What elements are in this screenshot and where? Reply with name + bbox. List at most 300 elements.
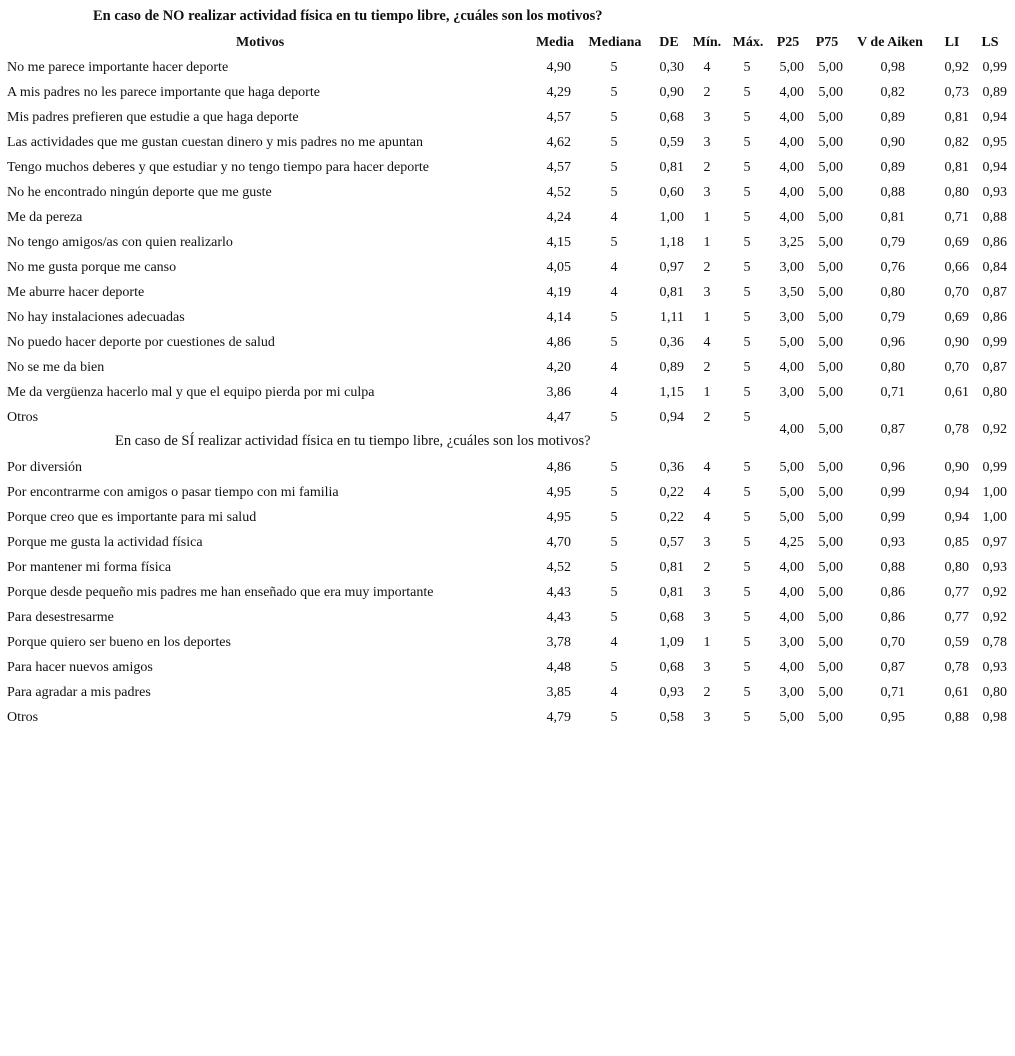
cell-motivo: No puedo hacer deporte por cuestiones de salud xyxy=(7,335,275,350)
cell-max: 5 xyxy=(743,585,751,600)
cell-p25: 4,25 xyxy=(779,535,804,550)
cell-aiken: 0,80 xyxy=(880,285,905,300)
cell-aiken: 0,93 xyxy=(880,535,905,550)
cell-ls: 0,95 xyxy=(982,135,1007,150)
cell-max: 5 xyxy=(743,310,751,325)
cell-p75: 5,00 xyxy=(818,710,843,725)
cell-ls: 0,94 xyxy=(982,110,1007,125)
si-table-row xyxy=(0,455,1015,480)
cell-motivo: Porque desde pequeño mis padres me han enseñado que era muy importante xyxy=(7,585,434,600)
cell-mediana: 5 xyxy=(610,535,618,550)
cell-max: 5 xyxy=(743,660,751,675)
cell-de: 0,36 xyxy=(659,335,684,350)
cell-ls: 0,89 xyxy=(982,85,1007,100)
cell-de: 0,68 xyxy=(659,110,684,125)
cell-de: 0,22 xyxy=(659,485,684,500)
cell-p25: 3,00 xyxy=(779,685,804,700)
cell-li: 0,80 xyxy=(944,185,969,200)
si-table-row xyxy=(0,580,1015,605)
table-header xyxy=(0,30,1015,55)
header-max: Máx. xyxy=(732,35,764,50)
cell-motivo: No me gusta porque me canso xyxy=(7,260,177,275)
cell-max: 5 xyxy=(743,685,751,700)
cell-p75: 5,00 xyxy=(818,210,843,225)
cell-li: 0,88 xyxy=(944,710,969,725)
cell-motivo: Porque me gusta la actividad física xyxy=(7,535,203,550)
cell-p75: 5,00 xyxy=(818,535,843,550)
cell-aiken: 0,81 xyxy=(880,210,905,225)
si-table-row xyxy=(0,705,1015,730)
header-ls: LS xyxy=(981,35,999,50)
cell-media: 4,47 xyxy=(546,410,571,425)
cell-mediana: 5 xyxy=(610,560,618,575)
cell-aiken: 0,95 xyxy=(880,710,905,725)
cell-mediana: 4 xyxy=(610,360,618,375)
cell-de: 0,90 xyxy=(659,85,684,100)
cell-ls: 0,78 xyxy=(982,635,1007,650)
cell-p25: 5,00 xyxy=(779,460,804,475)
cell-min: 4 xyxy=(703,60,711,75)
cell-aiken: 0,82 xyxy=(880,85,905,100)
cell-max: 5 xyxy=(743,510,751,525)
cell-aiken: 0,70 xyxy=(880,635,905,650)
cell-p75: 5,00 xyxy=(818,685,843,700)
cell-mediana: 5 xyxy=(610,660,618,675)
cell-motivo: Tengo muchos deberes y que estudiar y no tengo tiempo para hacer deporte xyxy=(7,160,429,175)
header-media: Media xyxy=(535,35,575,50)
cell-ls: 0,99 xyxy=(982,460,1007,475)
cell-min: 2 xyxy=(703,360,711,375)
cell-ls: 0,80 xyxy=(982,685,1007,700)
cell-p75: 5,00 xyxy=(818,360,843,375)
cell-max: 5 xyxy=(743,160,751,175)
cell-aiken: 0,86 xyxy=(880,585,905,600)
cell-p25: 5,00 xyxy=(779,510,804,525)
cell-aiken: 0,99 xyxy=(880,510,905,525)
cell-li: 0,73 xyxy=(944,85,969,100)
header-de: DE xyxy=(659,35,679,50)
cell-de: 0,36 xyxy=(659,460,684,475)
cell-p75: 5,00 xyxy=(818,585,843,600)
header-li: LI xyxy=(944,35,960,50)
cell-ls: 0,88 xyxy=(982,210,1007,225)
cell-ls: 0,93 xyxy=(982,185,1007,200)
cell-aiken: 0,90 xyxy=(880,135,905,150)
cell-min: 4 xyxy=(703,460,711,475)
cell-p75: 5,00 xyxy=(818,185,843,200)
cell-min: 1 xyxy=(703,310,711,325)
si-table-row xyxy=(0,605,1015,630)
cell-p25: 5,00 xyxy=(779,710,804,725)
cell-max: 5 xyxy=(743,135,751,150)
cell-de: 1,18 xyxy=(659,235,684,250)
cell-max: 5 xyxy=(743,460,751,475)
cell-li: 0,80 xyxy=(944,560,969,575)
cell-li: 0,59 xyxy=(944,635,969,650)
no-table-row xyxy=(0,55,1015,80)
cell-p75: 5,00 xyxy=(818,160,843,175)
cell-p75: 5,00 xyxy=(818,335,843,350)
cell-max: 5 xyxy=(743,610,751,625)
cell-media: 4,20 xyxy=(546,360,571,375)
cell-aiken: 0,80 xyxy=(880,360,905,375)
header-motivos: Motivos xyxy=(236,35,285,50)
cell-li: 0,70 xyxy=(944,285,969,300)
cell-li: 0,70 xyxy=(944,360,969,375)
cell-aiken: 0,79 xyxy=(880,310,905,325)
cell-de: 1,09 xyxy=(659,635,684,650)
cell-media: 4,95 xyxy=(546,510,571,525)
cell-ls: 0,92 xyxy=(982,422,1007,437)
cell-p25: 4,00 xyxy=(779,110,804,125)
cell-de: 0,58 xyxy=(659,710,684,725)
cell-p25: 4,00 xyxy=(779,210,804,225)
cell-mediana: 5 xyxy=(610,485,618,500)
header-p25: P25 xyxy=(776,35,800,50)
cell-max: 5 xyxy=(743,235,751,250)
cell-p75: 5,00 xyxy=(818,560,843,575)
cell-p25: 3,00 xyxy=(779,310,804,325)
cell-media: 4,14 xyxy=(546,310,571,325)
cell-aiken: 0,76 xyxy=(880,260,905,275)
cell-aiken: 0,96 xyxy=(880,335,905,350)
cell-de: 0,57 xyxy=(659,535,684,550)
header-min: Mín. xyxy=(692,35,722,50)
cell-motivo: No he encontrado ningún deporte que me guste xyxy=(7,185,272,200)
cell-ls: 0,93 xyxy=(982,660,1007,675)
cell-aiken: 0,88 xyxy=(880,560,905,575)
cell-p25: 3,00 xyxy=(779,385,804,400)
cell-de: 0,81 xyxy=(659,160,684,175)
cell-max: 5 xyxy=(743,410,751,425)
cell-p75: 5,00 xyxy=(818,135,843,150)
cell-p25: 5,00 xyxy=(779,485,804,500)
cell-min: 3 xyxy=(703,285,711,300)
cell-de: 0,94 xyxy=(659,410,684,425)
cell-ls: 0,86 xyxy=(982,235,1007,250)
cell-motivo: No se me da bien xyxy=(7,360,105,375)
cell-motivo: Me da vergüenza hacerlo mal y que el equipo pierda por mi culpa xyxy=(7,385,375,400)
cell-p25: 4,00 xyxy=(779,560,804,575)
no-table-row xyxy=(0,130,1015,155)
cell-motivo: Por encontrarme con amigos o pasar tiempo con mi familia xyxy=(7,485,339,500)
cell-mediana: 5 xyxy=(610,235,618,250)
cell-aiken: 0,89 xyxy=(880,110,905,125)
cell-motivo: No tengo amigos/as con quien realizarlo xyxy=(7,235,233,250)
cell-media: 4,43 xyxy=(546,585,571,600)
cell-max: 5 xyxy=(743,635,751,650)
cell-mediana: 5 xyxy=(610,335,618,350)
cell-de: 1,00 xyxy=(659,210,684,225)
cell-mediana: 5 xyxy=(610,310,618,325)
cell-p25: 5,00 xyxy=(779,335,804,350)
cell-de: 0,81 xyxy=(659,285,684,300)
cell-p75: 5,00 xyxy=(818,422,843,437)
cell-mediana: 5 xyxy=(610,510,618,525)
cell-motivo: Porque creo que es importante para mi salud xyxy=(7,510,257,525)
cell-min: 1 xyxy=(703,210,711,225)
cell-ls: 0,87 xyxy=(982,360,1007,375)
cell-motivo: Me aburre hacer deporte xyxy=(7,285,145,300)
cell-media: 4,79 xyxy=(546,710,571,725)
cell-de: 0,60 xyxy=(659,185,684,200)
cell-ls: 0,99 xyxy=(982,335,1007,350)
cell-p75: 5,00 xyxy=(818,235,843,250)
cell-ls: 0,80 xyxy=(982,385,1007,400)
cell-li: 0,71 xyxy=(944,210,969,225)
cell-p25: 4,00 xyxy=(779,85,804,100)
cell-aiken: 0,87 xyxy=(880,660,905,675)
cell-max: 5 xyxy=(743,535,751,550)
cell-p75: 5,00 xyxy=(818,60,843,75)
cell-media: 4,15 xyxy=(546,235,571,250)
cell-motivo: Para desestresarme xyxy=(7,610,114,625)
cell-p25: 3,00 xyxy=(779,635,804,650)
cell-motivo: No hay instalaciones adecuadas xyxy=(7,310,185,325)
cell-li: 0,82 xyxy=(944,135,969,150)
cell-p25: 4,00 xyxy=(779,422,804,437)
no-table-row xyxy=(0,255,1015,280)
cell-motivo: Para hacer nuevos amigos xyxy=(7,660,153,675)
cell-li: 0,92 xyxy=(944,60,969,75)
cell-p25: 4,00 xyxy=(779,660,804,675)
cell-media: 4,43 xyxy=(546,610,571,625)
cell-p75: 5,00 xyxy=(818,385,843,400)
cell-media: 4,70 xyxy=(546,535,571,550)
cell-media: 4,90 xyxy=(546,60,571,75)
cell-min: 3 xyxy=(703,585,711,600)
cell-media: 4,95 xyxy=(546,485,571,500)
cell-de: 1,11 xyxy=(660,310,684,325)
cell-motivo: Por diversión xyxy=(7,460,83,475)
cell-p75: 5,00 xyxy=(818,110,843,125)
cell-ls: 1,00 xyxy=(982,510,1007,525)
cell-mediana: 5 xyxy=(610,110,618,125)
cell-ls: 0,87 xyxy=(982,285,1007,300)
cell-min: 2 xyxy=(703,560,711,575)
cell-max: 5 xyxy=(743,560,751,575)
cell-max: 5 xyxy=(743,385,751,400)
cell-max: 5 xyxy=(743,710,751,725)
cell-media: 3,85 xyxy=(546,685,571,700)
cell-li: 0,66 xyxy=(944,260,969,275)
cell-li: 0,77 xyxy=(944,610,969,625)
cell-mediana: 4 xyxy=(610,635,618,650)
cell-min: 2 xyxy=(703,260,711,275)
cell-mediana: 4 xyxy=(610,685,618,700)
cell-min: 3 xyxy=(703,660,711,675)
cell-mediana: 5 xyxy=(610,710,618,725)
cell-de: 0,81 xyxy=(659,560,684,575)
cell-media: 4,52 xyxy=(546,185,571,200)
cell-min: 4 xyxy=(703,335,711,350)
no-table-row xyxy=(0,155,1015,180)
cell-li: 0,77 xyxy=(944,585,969,600)
cell-min: 2 xyxy=(703,160,711,175)
cell-motivo: Por mantener mi forma física xyxy=(7,560,172,575)
cell-media: 4,86 xyxy=(546,460,571,475)
cell-p25: 4,00 xyxy=(779,185,804,200)
cell-mediana: 5 xyxy=(610,610,618,625)
cell-motivo: Las actividades que me gustan cuestan dinero y mis padres no me apuntan xyxy=(7,135,423,150)
no-table-row xyxy=(0,355,1015,380)
cell-mediana: 4 xyxy=(610,385,618,400)
cell-min: 3 xyxy=(703,535,711,550)
no-table-row xyxy=(0,330,1015,355)
cell-p25: 5,00 xyxy=(779,60,804,75)
cell-de: 0,93 xyxy=(659,685,684,700)
cell-li: 0,78 xyxy=(944,660,969,675)
cell-media: 4,52 xyxy=(546,560,571,575)
cell-min: 4 xyxy=(703,510,711,525)
cell-media: 4,86 xyxy=(546,335,571,350)
cell-motivo: Mis padres prefieren que estudie a que haga deporte xyxy=(7,110,299,125)
cell-min: 2 xyxy=(703,685,711,700)
header-v-aiken: V de Aiken xyxy=(857,35,923,50)
cell-ls: 0,84 xyxy=(982,260,1007,275)
cell-mediana: 5 xyxy=(610,410,618,425)
cell-motivo: Porque quiero ser bueno en los deportes xyxy=(7,635,231,650)
cell-p25: 4,00 xyxy=(779,360,804,375)
cell-media: 4,62 xyxy=(546,135,571,150)
cell-p25: 4,00 xyxy=(779,610,804,625)
cell-li: 0,94 xyxy=(944,510,969,525)
cell-aiken: 0,96 xyxy=(880,460,905,475)
cell-li: 0,94 xyxy=(944,485,969,500)
cell-media: 4,24 xyxy=(546,210,571,225)
cell-p25: 4,00 xyxy=(779,135,804,150)
cell-mediana: 5 xyxy=(610,135,618,150)
cell-media: 4,29 xyxy=(546,85,571,100)
cell-min: 4 xyxy=(703,485,711,500)
cell-p75: 5,00 xyxy=(818,610,843,625)
cell-aiken: 0,99 xyxy=(880,485,905,500)
cell-li: 0,69 xyxy=(944,310,969,325)
cell-motivo: No me parece importante hacer deporte xyxy=(7,60,229,75)
cell-motivo: Otros xyxy=(7,410,39,425)
cell-min: 2 xyxy=(703,410,711,425)
cell-p75: 5,00 xyxy=(818,285,843,300)
cell-de: 0,22 xyxy=(659,510,684,525)
cell-motivo: Para agradar a mis padres xyxy=(7,685,151,700)
cell-de: 0,68 xyxy=(659,610,684,625)
cell-aiken: 0,71 xyxy=(880,685,905,700)
cell-min: 3 xyxy=(703,710,711,725)
cell-ls: 0,98 xyxy=(982,710,1007,725)
cell-min: 3 xyxy=(703,185,711,200)
cell-mediana: 4 xyxy=(610,260,618,275)
si-table-row xyxy=(0,480,1015,505)
cell-mediana: 5 xyxy=(610,60,618,75)
cell-aiken: 0,98 xyxy=(880,60,905,75)
cell-p75: 5,00 xyxy=(818,510,843,525)
cell-max: 5 xyxy=(743,110,751,125)
cell-li: 0,90 xyxy=(944,335,969,350)
cell-p25: 3,25 xyxy=(779,235,804,250)
cell-min: 2 xyxy=(703,85,711,100)
header-p75: P75 xyxy=(815,35,839,50)
cell-max: 5 xyxy=(743,335,751,350)
cell-de: 1,15 xyxy=(659,385,684,400)
no-section-title: En caso de NO realizar actividad física en tu tiempo libre, ¿cuáles son los motivos? xyxy=(93,8,603,24)
cell-ls: 0,99 xyxy=(982,60,1007,75)
cell-min: 3 xyxy=(703,610,711,625)
cell-media: 4,05 xyxy=(546,260,571,275)
cell-p75: 5,00 xyxy=(818,635,843,650)
cell-mediana: 5 xyxy=(610,460,618,475)
cell-mediana: 5 xyxy=(610,585,618,600)
cell-p75: 5,00 xyxy=(818,485,843,500)
si-table-row xyxy=(0,505,1015,530)
cell-li: 0,69 xyxy=(944,235,969,250)
cell-min: 3 xyxy=(703,135,711,150)
cell-media: 4,57 xyxy=(546,160,571,175)
cell-p25: 3,50 xyxy=(779,285,804,300)
cell-aiken: 0,89 xyxy=(880,160,905,175)
cell-de: 0,89 xyxy=(659,360,684,375)
cell-ls: 0,92 xyxy=(982,585,1007,600)
cell-max: 5 xyxy=(743,360,751,375)
cell-p25: 4,00 xyxy=(779,585,804,600)
cell-de: 0,68 xyxy=(659,660,684,675)
cell-motivo: Me da pereza xyxy=(7,210,83,225)
cell-de: 0,97 xyxy=(659,260,684,275)
cell-ls: 0,94 xyxy=(982,160,1007,175)
cell-p75: 5,00 xyxy=(818,260,843,275)
cell-max: 5 xyxy=(743,285,751,300)
cell-p25: 4,00 xyxy=(779,160,804,175)
si-table-row xyxy=(0,655,1015,680)
no-table-row xyxy=(0,105,1015,130)
cell-de: 0,30 xyxy=(659,60,684,75)
cell-min: 1 xyxy=(703,235,711,250)
cell-aiken: 0,86 xyxy=(880,610,905,625)
cell-max: 5 xyxy=(743,210,751,225)
cell-p25: 3,00 xyxy=(779,260,804,275)
cell-aiken: 0,88 xyxy=(880,185,905,200)
cell-media: 4,48 xyxy=(546,660,571,675)
cell-motivo: Otros xyxy=(7,710,39,725)
cell-aiken: 0,87 xyxy=(880,422,905,437)
no-table-row xyxy=(0,380,1015,405)
cell-media: 4,19 xyxy=(546,285,571,300)
si-section-title: En caso de SÍ realizar actividad física en tu tiempo libre, ¿cuáles son los motivos? xyxy=(115,433,591,449)
cell-mediana: 4 xyxy=(610,210,618,225)
si-table-row xyxy=(0,630,1015,655)
cell-ls: 1,00 xyxy=(982,485,1007,500)
cell-media: 4,57 xyxy=(546,110,571,125)
cell-li: 0,81 xyxy=(944,160,969,175)
cell-ls: 0,86 xyxy=(982,310,1007,325)
no-table-row xyxy=(0,305,1015,330)
cell-ls: 0,97 xyxy=(982,535,1007,550)
cell-min: 1 xyxy=(703,385,711,400)
cell-li: 0,81 xyxy=(944,110,969,125)
si-table-row xyxy=(0,530,1015,555)
cell-p75: 5,00 xyxy=(818,85,843,100)
cell-mediana: 5 xyxy=(610,185,618,200)
no-table-row xyxy=(0,80,1015,105)
si-table-row xyxy=(0,555,1015,580)
cell-max: 5 xyxy=(743,485,751,500)
cell-aiken: 0,71 xyxy=(880,385,905,400)
cell-ls: 0,92 xyxy=(982,610,1007,625)
no-table-row xyxy=(0,180,1015,205)
header-mediana: Mediana xyxy=(588,35,642,50)
cell-mediana: 5 xyxy=(610,160,618,175)
no-table-row xyxy=(0,280,1015,305)
cell-max: 5 xyxy=(743,260,751,275)
